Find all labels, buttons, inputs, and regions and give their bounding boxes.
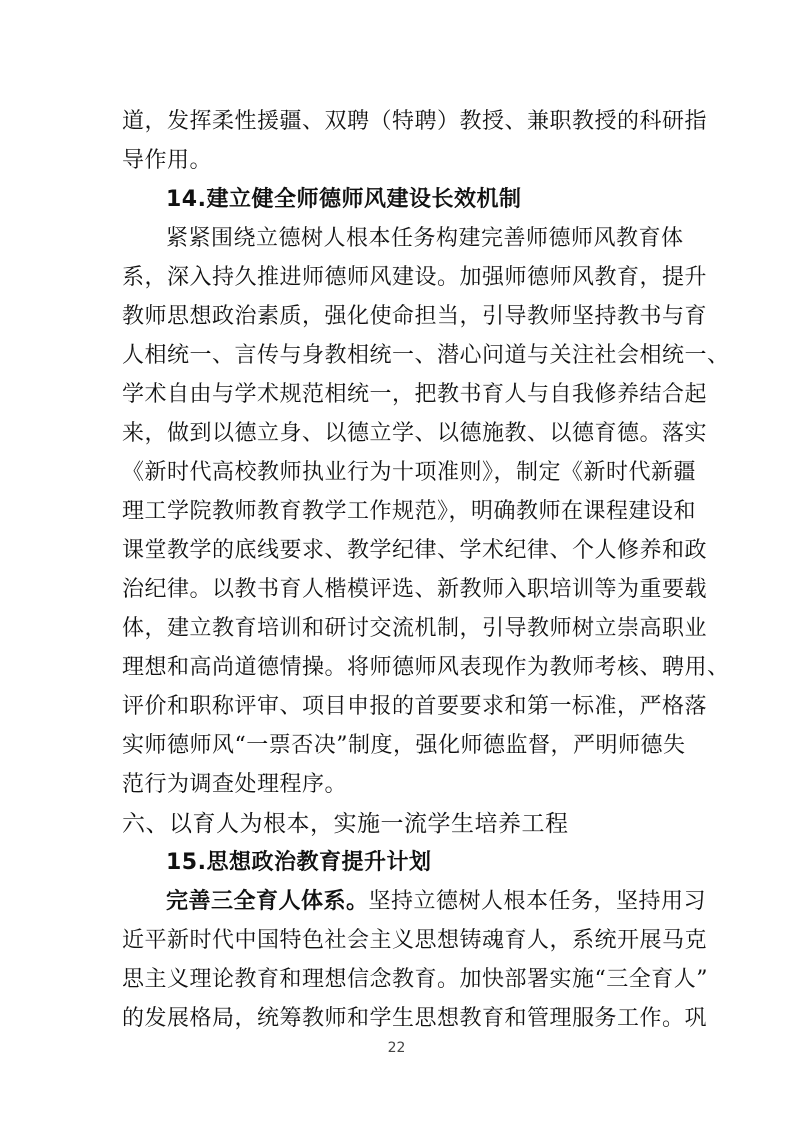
body-line: 理工学院教师教育教学工作规范》，明确教师在课程建设和 — [122, 499, 697, 524]
body-line: 教师思想政治素质，强化使命担当，引导教师坚持教书与育 — [122, 304, 708, 329]
body-line: 道，发挥柔性援疆、双聘（特聘）教授、兼职教授的科研指 — [122, 109, 708, 134]
paragraph-lead-rest: 坚持立德树人根本任务，坚持用习 — [368, 889, 707, 914]
body-line: 实师德师风“一票否决”制度，强化师德监督，严明师德失 — [122, 733, 686, 758]
body-line: 人相统一、言传与身教相统一、潜心问道与关注社会相统一、 — [122, 343, 730, 368]
section-heading-14: 14.建立健全师德师风建设长效机制 — [166, 187, 522, 212]
body-line: 思主义理论教育和理想信念教育。加快部署实施“三全育人” — [122, 967, 708, 992]
body-line: 学术自由与学术规范相统一，把教书育人与自我修养结合起 — [122, 382, 708, 407]
body-line: 体，建立教育培训和研讨交流机制，引导教师树立崇高职业 — [122, 616, 708, 641]
body-line: 导作用。 — [122, 148, 213, 173]
paragraph-lead-line — [166, 883, 707, 921]
chapter-heading-6: 六、以育人为根本，实施一流学生培养工程 — [122, 811, 569, 837]
page-number: 22 — [387, 1040, 406, 1056]
body-line: 治纪律。以教书育人楷模评选、新教师入职培训等为重要载 — [122, 577, 708, 602]
body-line: 紧紧围绕立德树人根本任务构建完善师德师风教育体 — [166, 226, 684, 251]
body-line: 的发展格局，统筹教师和学生思想教育和管理服务工作。巩 — [122, 1006, 708, 1031]
body-line: 范行为调查处理程序。 — [122, 772, 348, 797]
body-line: 理想和高尚道德情操。将师德师风表现作为教师考核、聘用、 — [122, 655, 730, 680]
paragraph-lead: 完善三全育人体系。 — [166, 889, 369, 914]
body-line: 《新时代高校教师执业行为十项准则》，制定《新时代新疆 — [122, 460, 697, 485]
section-heading-15: 15.思想政治教育提升计划 — [166, 850, 432, 875]
body-line: 评价和职称评审、项目申报的首要要求和第一标准，严格落 — [122, 694, 708, 719]
body-line: 课堂教学的底线要求、教学纪律、学术纪律、个人修养和政 — [122, 538, 708, 563]
body-line: 近平新时代中国特色社会主义思想铸魂育人，系统开展马克 — [122, 928, 708, 953]
body-line: 来，做到以德立身、以德立学、以德施教、以德育德。落实 — [122, 421, 708, 446]
body-line: 系，深入持久推进师德师风建设。加强师德师风教育，提升 — [122, 265, 708, 290]
